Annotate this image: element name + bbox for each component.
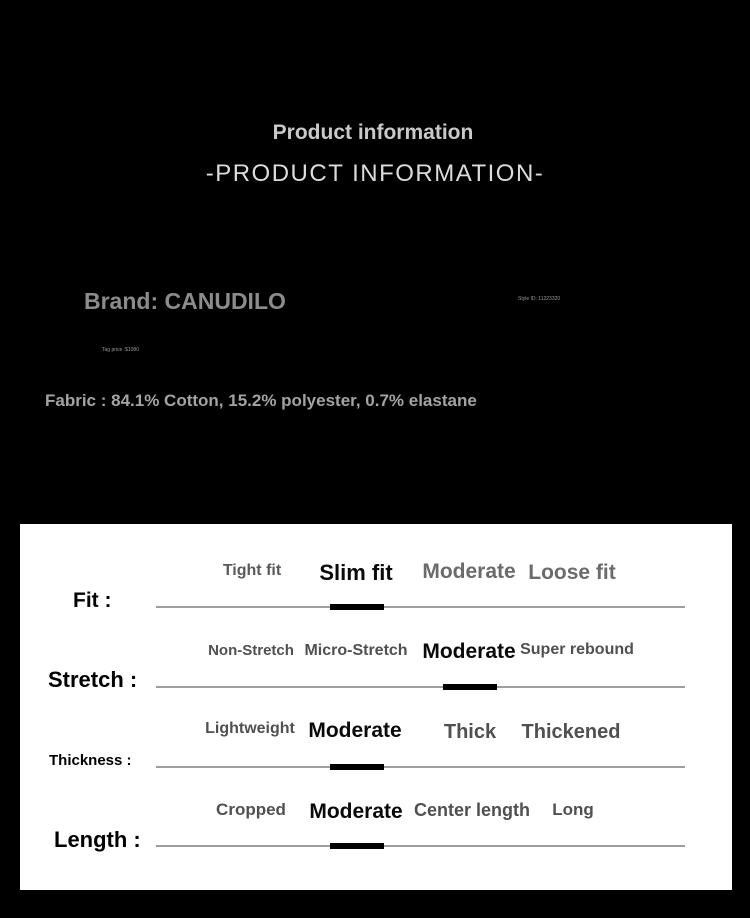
length-option-center: Center length	[413, 800, 531, 820]
fit-option-moderate: Moderate	[422, 560, 516, 583]
fit-option-loose: Loose fit	[528, 561, 616, 584]
brand-text: Brand: CANUDILO	[84, 288, 286, 314]
length-option-moderate: Moderate	[309, 800, 403, 823]
thickness-option-thick: Thick	[443, 721, 497, 743]
fabric-text: Fabric : 84.1% Cotton, 15.2% polyester, 0.7% elastane	[45, 391, 477, 410]
thickness-option-moderate: Moderate	[308, 719, 402, 742]
length-option-cropped: Cropped	[216, 800, 286, 819]
thickness-selected-marker	[330, 764, 384, 770]
thickness-label: Thickness :	[49, 752, 132, 769]
stretch-option-moderate: Moderate	[422, 640, 516, 663]
tag-price-text: Tag price :$1080	[102, 347, 139, 353]
stretch-option-super: Super rebound	[520, 641, 634, 658]
length-selected-marker	[330, 843, 384, 849]
page-title: Product information	[272, 121, 474, 144]
length-option-long: Long	[552, 800, 594, 819]
attribute-panel	[20, 524, 732, 890]
page-subtitle: -PRODUCT INFORMATION-	[205, 160, 545, 187]
fit-scale-line	[156, 606, 685, 608]
fit-option-tight: Tight fit	[222, 562, 282, 579]
thickness-option-thickened: Thickened	[521, 721, 621, 743]
length-label: Length :	[54, 827, 141, 852]
fit-label: Fit :	[73, 589, 112, 612]
thickness-scale-line	[156, 766, 685, 768]
style-id-text: Style ID: 11223320	[518, 296, 561, 302]
stretch-option-non: Non-Stretch	[208, 642, 294, 659]
thickness-option-lightweight: Lightweight	[205, 720, 295, 737]
fit-option-slim: Slim fit	[319, 560, 393, 585]
stretch-label: Stretch :	[48, 667, 138, 692]
stretch-scale-line	[156, 686, 685, 688]
fit-selected-marker	[330, 604, 384, 610]
stretch-selected-marker	[443, 684, 497, 690]
stretch-option-micro: Micro-Stretch	[304, 642, 408, 659]
length-scale-line	[156, 845, 685, 847]
